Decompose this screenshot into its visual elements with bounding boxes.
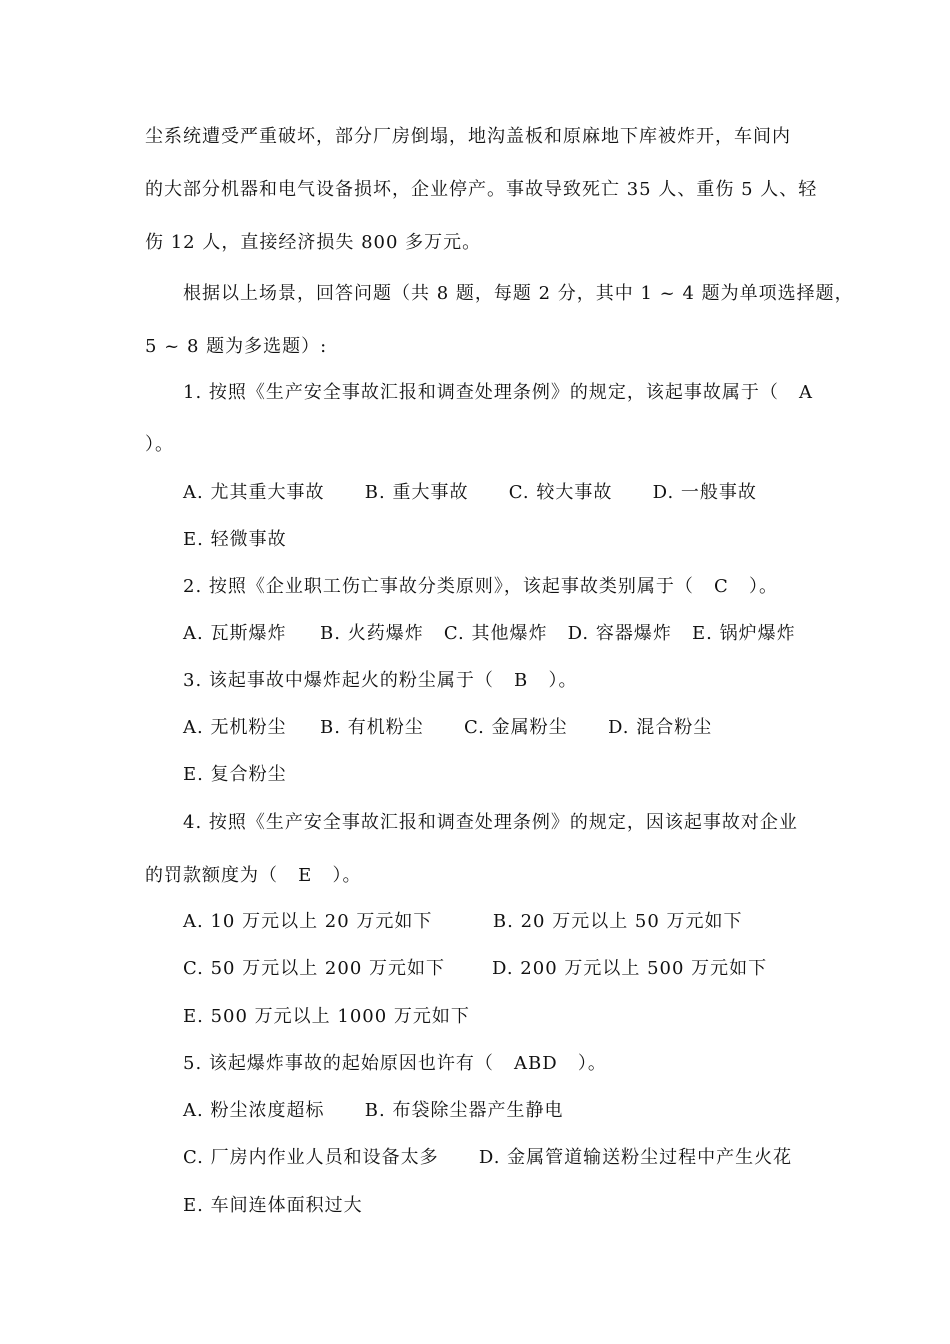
question-1-options-row-1: A. 尤其重大事故 B. 重大事故 C. 较大事故 D. 一般事故 xyxy=(183,482,757,503)
instructions-line-1: 根据以上场景，回答问题（共 8 题，每题 2 分，其中 1 ~ 4 题为单项选择题， xyxy=(183,283,854,304)
question-1-options-row-2: E. 轻微事故 xyxy=(183,529,287,550)
question-3-options-row-2: E. 复合粉尘 xyxy=(183,764,287,785)
question-5-stem: 5. 该起爆炸事故的起始原因也许有（ ABD ）。 xyxy=(183,1053,607,1074)
scenario-line-2: 的大部分机器和电气设备损坏，企业停产。事故导致死亡 35 人、重伤 5 人、轻 xyxy=(145,179,818,200)
question-2-stem: 2. 按照《企业职工伤亡事故分类原则》，该起事故类别属于（ C ）。 xyxy=(183,576,778,597)
scenario-line-3: 伤 12 人，直接经济损失 800 多万元。 xyxy=(145,232,482,253)
question-3-options-row-1: A. 无机粉尘 B. 有机粉尘 C. 金属粉尘 D. 混合粉尘 xyxy=(183,717,713,738)
question-4-stem: 4. 按照《生产安全事故汇报和调查处理条例》的规定，因该起事故对企业 xyxy=(183,812,798,833)
question-4-options-row-1: A. 10 万元以上 20 万元如下 B. 20 万元以上 50 万元如下 xyxy=(183,911,743,932)
question-4-options-row-2: C. 50 万元以上 200 万元如下 D. 200 万元以上 500 万元如下 xyxy=(183,958,768,979)
question-5-options-row-3: E. 车间连体面积过大 xyxy=(183,1195,363,1216)
question-5-options-row-1: A. 粉尘浓度超标 B. 布袋除尘器产生静电 xyxy=(183,1100,564,1121)
question-1-stem: 1. 按照《生产安全事故汇报和调查处理条例》的规定，该起事故属于（ A xyxy=(183,382,814,403)
question-5-options-row-2: C. 厂房内作业人员和设备太多 D. 金属管道输送粉尘过程中产生火花 xyxy=(183,1147,793,1168)
scenario-line-1: 尘系统遭受严重破坏，部分厂房倒塌，地沟盖板和原麻地下库被炸开，车间内 xyxy=(145,126,791,147)
question-2-options-row-1: A. 瓦斯爆炸 B. 火药爆炸 C. 其他爆炸 D. 容器爆炸 E. 锅炉爆炸 xyxy=(183,623,796,644)
question-4-stem-cont: 的罚款额度为（ E ）。 xyxy=(145,865,362,886)
question-1-stem-cont: ）。 xyxy=(145,434,174,455)
instructions-line-2: 5 ~ 8 题为多选题）: xyxy=(145,336,328,357)
question-3-stem: 3. 该起事故中爆炸起火的粉尘属于（ B ）。 xyxy=(183,670,578,691)
question-4-options-row-3: E. 500 万元以上 1000 万元如下 xyxy=(183,1006,470,1027)
